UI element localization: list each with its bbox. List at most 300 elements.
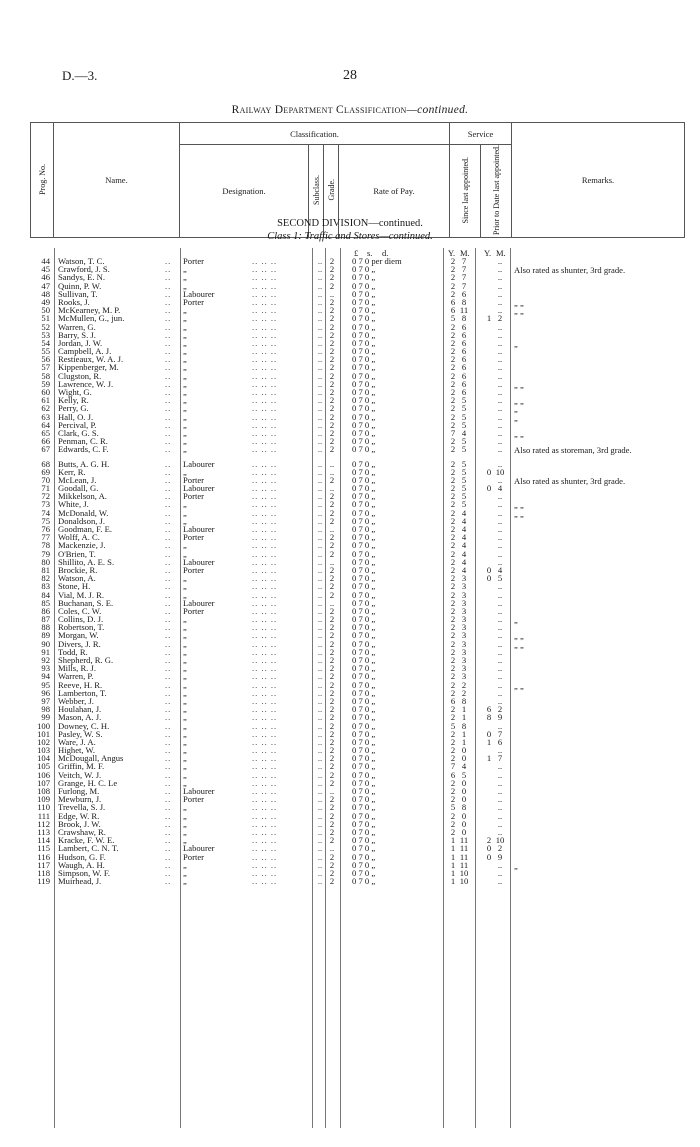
since-months-cell: 3 <box>461 622 467 633</box>
col-grade: Grade. <box>324 145 339 238</box>
since-months-cell: 4 <box>461 761 467 772</box>
grade-cell: .. <box>329 786 335 796</box>
leader-dots: .. .. .. <box>252 474 278 485</box>
col-prior-to: Prior to Date last appointed. <box>481 145 512 238</box>
designation-cell: „ <box>183 712 187 723</box>
since-years-cell: 2 <box>450 810 456 821</box>
since-years-cell: 7 <box>450 427 456 438</box>
name-cell: Brook, J. W. <box>58 818 101 829</box>
rate-cell: 0 7 0 „ <box>352 704 376 715</box>
table-row <box>0 525 700 533</box>
designation-cell: „ <box>183 777 187 788</box>
prior-months-cell: .. <box>497 671 503 682</box>
rate-cell: 0 7 0 „ <box>352 337 376 348</box>
col-subclass: Subclass. <box>309 145 324 238</box>
name-cell: Watson, A. <box>58 573 96 584</box>
since-years-cell: 2 <box>450 556 456 567</box>
leader-dots: .. .. .. <box>252 387 278 397</box>
subclass-cell: .. <box>317 761 323 772</box>
since-years-cell: 2 <box>450 321 456 332</box>
leader-dots: .. .. .. <box>252 605 278 616</box>
prog-no-cell: 93 <box>41 663 50 674</box>
table-row <box>0 574 700 582</box>
page-header <box>0 68 700 88</box>
grade-cell: 2 <box>329 573 335 584</box>
prog-no-cell: 97 <box>41 695 50 706</box>
prior-months-cell: .. <box>497 655 503 665</box>
grade-cell: 2 <box>329 354 335 365</box>
leader-dots: .. <box>165 614 172 625</box>
designation-cell: „ <box>183 638 187 649</box>
leader-dots: .. .. .. <box>252 499 278 510</box>
grade-cell: .. <box>329 524 335 534</box>
grade-cell: 2 <box>329 695 335 706</box>
prog-no-cell: 50 <box>41 305 50 316</box>
subclass-cell: .. <box>317 671 323 682</box>
prog-no-cell: 56 <box>41 354 50 365</box>
rate-cell: 0 7 0 „ <box>352 679 376 690</box>
prog-no-cell: 64 <box>41 419 50 430</box>
since-years-cell: 2 <box>450 671 456 682</box>
rate-cell: 0 7 0 „ <box>352 272 376 283</box>
leader-dots: .. <box>165 589 172 600</box>
prog-no-cell: 73 <box>41 499 50 510</box>
grade-cell: 2 <box>329 671 335 682</box>
since-years-cell: 2 <box>450 387 456 397</box>
subclass-cell: .. <box>317 387 323 397</box>
grade-cell: 2 <box>329 346 335 357</box>
grade-cell: 2 <box>329 655 335 665</box>
rate-cell: 0 7 0 „ <box>352 638 376 649</box>
designation-cell: „ <box>183 876 187 887</box>
leader-dots: .. <box>165 655 172 665</box>
designation-cell: „ <box>183 753 187 764</box>
leader-dots: .. .. .. <box>252 466 278 477</box>
prior-months-cell: .. <box>497 859 503 870</box>
designation-cell: „ <box>183 663 187 674</box>
unit-shillings: s. <box>367 248 373 258</box>
leader-dots: .. .. .. <box>252 826 278 837</box>
col-prog-no: Prog. No. <box>31 123 54 238</box>
since-years-cell: 5 <box>450 313 456 324</box>
grade-cell: 2 <box>329 395 335 406</box>
name-cell: Quinn, P. W. <box>58 280 102 291</box>
name-cell: Butts, A. G. H. <box>58 458 110 469</box>
leader-dots: .. <box>165 745 172 756</box>
name-cell: Clark, G. S. <box>58 427 99 438</box>
since-months-cell: 7 <box>461 264 467 275</box>
since-months-cell: 6 <box>461 337 467 348</box>
col-designation: Designation. <box>180 145 309 238</box>
table-row <box>0 533 700 541</box>
prior-months-cell: .. <box>497 581 503 592</box>
leader-dots: .. .. .. <box>252 483 278 494</box>
subclass-cell: .. <box>317 581 323 592</box>
since-years-cell: 2 <box>450 597 456 608</box>
since-years-cell: 2 <box>450 679 456 690</box>
table-row <box>0 803 700 811</box>
rate-cell: 0 7 0 „ <box>352 436 376 447</box>
since-years-cell: 1 <box>450 835 456 846</box>
designation-cell: „ <box>183 411 187 422</box>
leader-dots: .. <box>165 378 172 389</box>
leader-dots: .. .. .. <box>252 411 278 422</box>
table-row <box>0 689 700 697</box>
leader-dots: .. <box>165 794 172 805</box>
rate-cell: 0 7 0 „ <box>352 835 376 846</box>
leader-dots: .. .. .. <box>252 346 278 357</box>
prior-months-cell: .. <box>497 687 503 698</box>
since-months-cell: 3 <box>461 581 467 592</box>
grade-cell: 2 <box>329 867 335 878</box>
prior-months-cell: .. <box>497 663 503 674</box>
table-row <box>0 413 700 421</box>
leader-dots: .. .. .. <box>252 753 278 764</box>
since-months-cell: 3 <box>461 597 467 608</box>
prior-months-cell: .. <box>497 695 503 706</box>
leader-dots: .. .. .. <box>252 736 278 747</box>
leader-dots: .. .. .. <box>252 876 278 887</box>
prog-no-cell: 57 <box>41 362 50 373</box>
name-cell: Restieaux, W. A. J. <box>58 354 124 365</box>
since-months-cell: 3 <box>461 646 467 657</box>
designation-cell: „ <box>183 835 187 846</box>
subclass-cell: .. <box>317 474 323 485</box>
subclass-cell: .. <box>317 753 323 764</box>
grade-cell: 2 <box>329 491 335 502</box>
subclass-cell: .. <box>317 556 323 567</box>
leader-dots: .. <box>165 851 172 862</box>
since-months-cell: 5 <box>461 466 467 477</box>
prog-no-cell: 51 <box>41 313 50 324</box>
table-row <box>0 476 700 484</box>
grade-cell: .. <box>329 458 335 469</box>
subclass-cell: .. <box>317 777 323 788</box>
prior-months-cell: .. <box>497 370 503 381</box>
remarks-cell: „ „ <box>514 631 524 642</box>
since-years-cell: 2 <box>450 515 456 526</box>
grade-cell: 2 <box>329 777 335 788</box>
grade-cell: 2 <box>329 646 335 657</box>
rate-cell: 0 7 0 „ <box>352 474 376 485</box>
rate-cell: 0 7 0 „ <box>352 777 376 788</box>
since-years-cell: 2 <box>450 329 456 340</box>
since-years-cell: 2 <box>450 395 456 406</box>
designation-cell: „ <box>183 370 187 381</box>
leader-dots: .. .. .. <box>252 728 278 739</box>
since-months-cell: 5 <box>461 769 467 780</box>
grade-cell: 2 <box>329 818 335 829</box>
since-months-cell: 3 <box>461 630 467 641</box>
leader-dots: .. <box>165 810 172 821</box>
table-row <box>0 630 700 642</box>
since-months-cell: 3 <box>461 589 467 600</box>
leader-dots: .. <box>165 296 172 307</box>
subclass-cell: .. <box>317 859 323 870</box>
grade-cell: 2 <box>329 679 335 690</box>
subclass-cell: .. <box>317 646 323 657</box>
leader-dots: .. <box>165 474 172 485</box>
grade-cell: 2 <box>329 802 335 813</box>
designation-cell: „ <box>183 736 187 747</box>
prior-months-cell: 7 <box>497 728 503 739</box>
designation-cell: „ <box>183 761 187 772</box>
leader-dots: .. .. .. <box>252 589 278 600</box>
prog-no-cell: 82 <box>41 573 50 584</box>
rate-cell: 0 7 0 „ <box>352 280 376 291</box>
prog-no-cell: 110 <box>37 802 50 813</box>
name-cell: Edwards, C. F. <box>58 444 109 455</box>
leader-dots: .. <box>165 818 172 829</box>
prog-no-cell: 96 <box>41 687 50 698</box>
since-years-cell: 2 <box>450 614 456 625</box>
subclass-cell: .. <box>317 264 323 275</box>
table-row <box>0 705 700 713</box>
since-years-cell: 2 <box>450 466 456 477</box>
prior-years-cell: 1 <box>486 736 492 747</box>
subclass-cell: .. <box>317 851 323 862</box>
name-cell: Wolff, A. C. <box>58 532 100 543</box>
remarks-cell: „ „ <box>514 500 524 511</box>
table-row <box>0 877 700 885</box>
subclass-cell: .. <box>317 679 323 690</box>
since-months-cell: 3 <box>461 655 467 665</box>
staff-table-body <box>0 257 700 885</box>
leader-dots: .. .. .. <box>252 556 278 567</box>
prog-no-cell: 68 <box>41 458 50 469</box>
prior-months-cell: .. <box>497 280 503 291</box>
leader-dots: .. .. .. <box>252 777 278 788</box>
page-number: 28 <box>343 68 357 83</box>
leader-dots: .. <box>165 444 172 455</box>
grade-cell: 2 <box>329 411 335 422</box>
grade-cell: 2 <box>329 419 335 430</box>
grade-cell: 2 <box>329 663 335 674</box>
leader-dots: .. .. .. <box>252 843 278 854</box>
subclass-cell: .. <box>317 499 323 510</box>
since-months-cell: 6 <box>461 321 467 332</box>
rate-cell: 0 7 0 „ <box>352 769 376 780</box>
prior-months-cell: .. <box>497 597 503 608</box>
since-years-cell: 6 <box>450 296 456 307</box>
designation-cell: „ <box>183 507 187 518</box>
prior-months-cell: .. <box>497 419 503 430</box>
leader-dots: .. <box>165 362 172 373</box>
leader-dots: .. .. .. <box>252 378 278 389</box>
name-cell: McMullen, G., jun. <box>58 313 125 324</box>
subclass-cell: .. <box>317 483 323 494</box>
rate-cell: 0 7 0 „ <box>352 859 376 870</box>
leader-dots: .. <box>165 427 172 438</box>
table-row <box>0 558 700 566</box>
rate-cell: 0 7 0 „ <box>352 818 376 829</box>
prog-no-cell: 84 <box>41 589 50 600</box>
leader-dots: .. <box>165 720 172 731</box>
prog-no-cell: 88 <box>41 622 50 633</box>
grade-cell: 2 <box>329 321 335 332</box>
since-years-cell: 2 <box>450 540 456 551</box>
grade-cell: 2 <box>329 540 335 551</box>
leader-dots: .. <box>165 777 172 788</box>
subclass-cell: .. <box>317 444 323 455</box>
designation-cell: Porter <box>183 794 205 805</box>
rate-cell: 0 7 0 „ <box>352 387 376 397</box>
subclass-cell: .. <box>317 622 323 633</box>
designation-cell: „ <box>183 687 187 698</box>
rate-cell: 0 7 0 „ <box>352 646 376 657</box>
rate-cell: 0 7 0 „ <box>352 305 376 316</box>
leader-dots: .. .. .. <box>252 695 278 706</box>
rate-cell: 0 7 0 „ <box>352 581 376 592</box>
rate-cell: 0 7 0 „ <box>352 851 376 862</box>
rate-cell: 0 7 0 „ <box>352 556 376 567</box>
designation-cell: „ <box>183 540 187 551</box>
designation-cell: Porter <box>183 605 205 616</box>
rate-cell: 0 7 0 „ <box>352 786 376 796</box>
since-months-cell: 0 <box>461 786 467 796</box>
designation-cell: „ <box>183 818 187 829</box>
subclass-cell: .. <box>317 810 323 821</box>
name-cell: Edge, W. R. <box>58 810 100 821</box>
grade-cell: 2 <box>329 427 335 438</box>
prior-months-cell: .. <box>497 427 503 438</box>
since-months-cell: 10 <box>459 876 469 887</box>
leader-dots: .. .. .. <box>252 794 278 805</box>
designation-cell: „ <box>183 646 187 657</box>
subclass-cell: .. <box>317 313 323 324</box>
name-cell: Downey, C. H. <box>58 720 110 731</box>
prior-months-cell: .. <box>497 548 503 559</box>
rate-cell: 0 7 0 „ <box>352 444 376 455</box>
leader-dots: .. <box>165 337 172 348</box>
leader-dots: .. .. .. <box>252 532 278 543</box>
rate-cell: 0 7 0 „ <box>352 532 376 543</box>
since-years-cell: 2 <box>450 507 456 518</box>
prior-months-cell: .. <box>497 638 503 649</box>
grade-cell: 2 <box>329 704 335 715</box>
grade-cell: .. <box>329 466 335 477</box>
prior-months-cell: .. <box>497 499 503 510</box>
subclass-cell: .. <box>317 329 323 340</box>
since-years-cell: 2 <box>450 483 456 494</box>
subclass-cell: .. <box>317 548 323 559</box>
designation-cell: „ <box>183 337 187 348</box>
designation-cell: „ <box>183 695 187 706</box>
prior-months-cell: .. <box>497 362 503 373</box>
rate-cell: 0 7 0 „ <box>352 663 376 674</box>
prog-no-cell: 87 <box>41 614 50 625</box>
name-cell: Shillito, A. E. S. <box>58 556 115 567</box>
table-row <box>0 582 700 590</box>
subclass-cell: .. <box>317 720 323 731</box>
prior-months-cell: .. <box>497 556 503 567</box>
prior-months-cell: .. <box>497 474 503 485</box>
table-row <box>0 363 700 371</box>
subclass-cell: .. <box>317 524 323 534</box>
prior-months-cell: .. <box>497 337 503 348</box>
leader-dots: .. <box>165 256 172 266</box>
since-months-cell: 5 <box>461 499 467 510</box>
since-months-cell: 5 <box>461 474 467 485</box>
leader-dots: .. <box>165 564 172 575</box>
leader-dots: .. <box>165 859 172 870</box>
subclass-cell: .. <box>317 540 323 551</box>
table-row <box>0 607 700 615</box>
prior-months-cell: .. <box>497 622 503 633</box>
since-months-cell: 3 <box>461 663 467 674</box>
designation-cell: Labourer <box>183 843 215 854</box>
designation-cell: Porter <box>183 851 205 862</box>
rate-cell: 0 7 0 „ <box>352 597 376 608</box>
since-months-cell: 0 <box>461 794 467 805</box>
grade-cell: 2 <box>329 337 335 348</box>
designation-cell: „ <box>183 264 187 275</box>
rate-cell: 0 7 0 „ <box>352 362 376 373</box>
since-years-cell: 1 <box>450 867 456 878</box>
since-years-cell: 2 <box>450 745 456 756</box>
unit-years-2: Y. <box>484 248 492 258</box>
grade-cell: 2 <box>329 769 335 780</box>
name-cell: Wight, G. <box>58 387 92 397</box>
subclass-cell: .. <box>317 564 323 575</box>
prior-months-cell: .. <box>497 646 503 657</box>
since-months-cell: 5 <box>461 411 467 422</box>
name-cell: Shepherd, R. G. <box>58 655 114 665</box>
name-cell: McLean, J. <box>58 474 97 485</box>
name-cell: Buchanan, S. E. <box>58 597 114 608</box>
name-cell: Mewburn, J. <box>58 794 102 805</box>
subclass-cell: .. <box>317 769 323 780</box>
prior-months-cell: .. <box>497 395 503 406</box>
prog-no-cell: 105 <box>37 761 50 772</box>
remarks-cell: Also rated as shunter, 3rd grade. <box>514 265 626 276</box>
subclass-cell: .. <box>317 288 323 299</box>
remarks-cell: „ „ <box>514 379 524 390</box>
designation-cell: „ <box>183 280 187 291</box>
name-cell: Mikkelson, A. <box>58 491 107 502</box>
rate-cell: 0 7 0 „ <box>352 802 376 813</box>
prog-no-cell: 100 <box>37 720 50 731</box>
leader-dots: .. <box>165 419 172 430</box>
prior-months-cell: .. <box>497 346 503 357</box>
prior-months-cell: 10 <box>495 835 505 846</box>
subclass-cell: .. <box>317 712 323 723</box>
since-years-cell: 1 <box>450 859 456 870</box>
grade-cell: 2 <box>329 728 335 739</box>
subclass-cell: .. <box>317 532 323 543</box>
prog-no-cell: 114 <box>37 835 50 846</box>
name-cell: Vial, M. J. R. <box>58 589 105 600</box>
prior-months-cell: .. <box>497 589 503 600</box>
since-years-cell: 2 <box>450 370 456 381</box>
designation-cell: „ <box>183 321 187 332</box>
prior-months-cell: .. <box>497 458 503 469</box>
rate-cell: 0 7 0 „ <box>352 346 376 357</box>
grade-cell: .. <box>329 597 335 608</box>
name-cell: Mills, R. J. <box>58 663 96 674</box>
leader-dots: .. .. .. <box>252 370 278 381</box>
prior-months-cell: .. <box>497 810 503 821</box>
leader-dots: .. .. .. <box>252 321 278 332</box>
grade-cell: 2 <box>329 436 335 447</box>
name-cell: Hall, O. J. <box>58 411 94 422</box>
since-years-cell: 2 <box>450 532 456 543</box>
unit-years-1: Y. <box>448 248 456 258</box>
table-row <box>0 738 700 746</box>
prog-no-cell: 74 <box>41 507 50 518</box>
subclass-cell: .. <box>317 419 323 430</box>
subclass-cell: .. <box>317 835 323 846</box>
